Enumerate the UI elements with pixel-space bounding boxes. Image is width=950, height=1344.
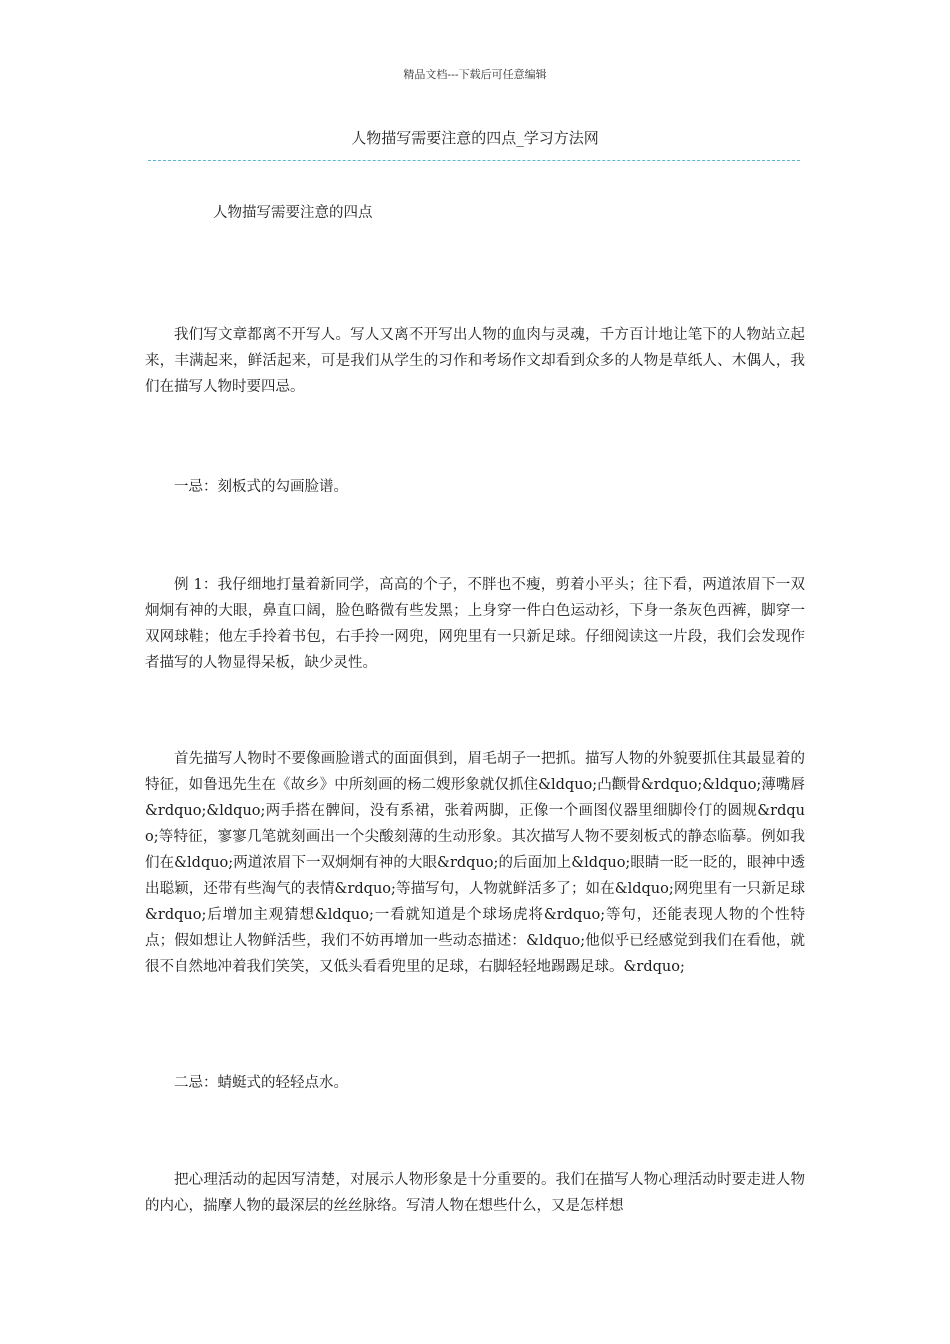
paragraph-text: 例 1：我仔细地打量着新同学，高高的个子，不胖也不瘦，剪着小平头；往下看，两道浓眉下一双炯炯有神的大眼，鼻直口阔，脸色略微有些发黑；上身穿一件白色运动衫，下身一条灰色西裤，脚穿一双网球鞋；他左手拎着书包，右手拎一网兜，网兜里有一只新足球。仔细阅读这一片段，我们会发现作者描写的人物显得呆板，缺少灵性。: [145, 577, 805, 671]
article-subtitle: 人物描写需要注意的四点: [213, 205, 373, 221]
paragraph-analysis-1: [145, 746, 805, 980]
title-divider: [148, 160, 800, 161]
paragraph-text: 一忌：刻板式的勾画脸谱。: [174, 479, 348, 495]
header-note: 精品文档---下载后可任意编辑: [403, 68, 547, 81]
paragraph-text: 把心理活动的起因写清楚，对展示人物形象是十分重要的。我们在描写人物心理活动时要走进人物的内心，揣摩人物的最深层的丝丝脉络。写清人物在想些什么，又是怎样想: [145, 1172, 805, 1214]
paragraph-text: 二忌：蜻蜓式的轻轻点水。: [174, 1075, 348, 1091]
paragraph-example-1: [145, 572, 805, 676]
paragraph-analysis-2: [145, 1167, 805, 1219]
paragraph-text: 我们写文章都离不开写人。写人又离不开写出人物的血肉与灵魂，千方百计地让笔下的人物站立起来，丰满起来，鲜活起来，可是我们从学生的习作和考场作文却看到众多的人物是草纸人、木偶人，我们在描写人物时要四忌。: [145, 327, 805, 395]
section-heading-1: [145, 474, 805, 500]
paragraph-intro: [145, 322, 805, 400]
section-heading-2: [145, 1070, 805, 1096]
document-title: 人物描写需要注意的四点_学习方法网: [351, 129, 599, 147]
paragraph-text: 首先描写人物时不要像画脸谱式的面面俱到，眉毛胡子一把抓。描写人物的外貌要抓住其最显着的特征，如鲁迅先生在《故乡》中所刻画的杨二嫂形象就仅抓住&ldquo;凸颧骨&rdquo;&ldquo;薄嘴唇&rdquo;&ldquo;两手搭在髀间，没有系裙，张着两脚，正像一个画图仪器里细脚伶仃的圆规&rdquo;等特征，寥寥几笔就刻画出一个尖酸刻薄的生动形象。其次描写人物不要刻板式的静态临摹。例如我们在&ldquo;两道浓眉下一双炯炯有神的大眼&rdquo;的后面加上&ldquo;眼睛一眨一眨的，眼神中透出聪颖，还带有些淘气的表情&rdquo;等描写句，人物就鲜活多了；如在&ldquo;网兜里有一只新足球&rdquo;后增加主观猜想&ldquo;一看就知道是个球场虎将&rdquo;等句，还能表现人物的个性特点；假如想让人物鲜活些，我们不妨再增加一些动态描述：&ldquo;他似乎已经感觉到我们在看他，就很不自然地冲着我们笑笑，又低头看看兜里的足球，右脚轻轻地踢踢足球。&rdquo;: [145, 751, 805, 975]
